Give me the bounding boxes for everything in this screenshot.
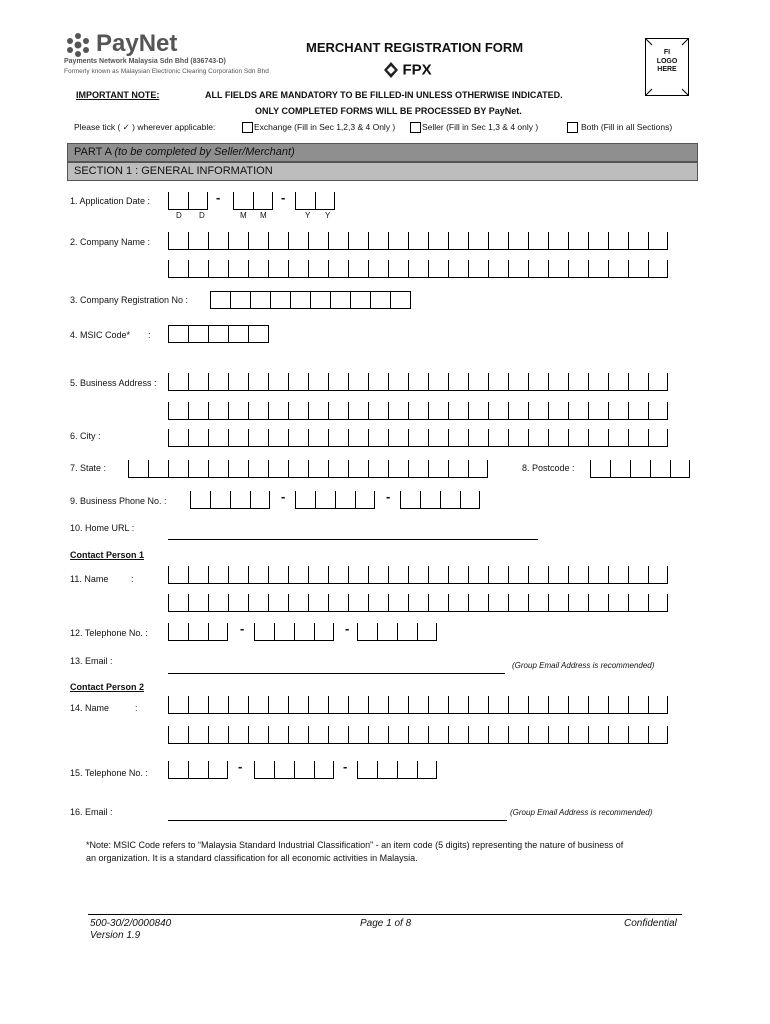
email-1-input[interactable]: [168, 673, 505, 674]
date-m1: M: [240, 211, 247, 220]
date-m2: M: [260, 211, 267, 220]
exchange-label: Exchange (Fill in Sec 1,2,3 & 4 Only ): [254, 122, 396, 132]
name-1-colon: :: [131, 574, 134, 584]
email-1-label: 13. Email :: [70, 656, 113, 666]
footnote-line-2: an organization. It is a standard classification for all economic activities in Malaysia.: [86, 853, 418, 863]
email-1-note: (Group Email Address is recommended): [512, 661, 655, 670]
form-title: MERCHANT REGISTRATION FORM: [306, 40, 524, 55]
email-2-note: (Group Email Address is recommended): [510, 808, 653, 817]
telephone-2-label: 15. Telephone No. :: [70, 768, 148, 778]
paynet-logo: [64, 30, 284, 80]
part-a-sub: (to be completed by Seller/Merchant): [114, 146, 295, 158]
business-phone-input-1[interactable]: [190, 491, 270, 509]
fpx-diamond-icon: [384, 62, 398, 78]
telephone-2-input-3[interactable]: [357, 761, 437, 779]
home-url-input[interactable]: [168, 539, 538, 540]
application-day-input[interactable]: [168, 192, 208, 210]
msic-label: 4. MSIC Code*: [70, 330, 131, 340]
part-a-label: PART A: [74, 146, 112, 158]
state-input[interactable]: [128, 460, 488, 478]
telephone-1-input-1[interactable]: [168, 623, 228, 641]
name-2-input-2[interactable]: [168, 726, 668, 744]
fpx-logo: [384, 61, 432, 81]
contact-person-2-heading: Contact Person 2: [70, 682, 145, 692]
business-address-label: 5. Business Address :: [70, 378, 157, 388]
name-1-input-1[interactable]: [168, 566, 668, 584]
company-reg-label: 3. Company Registration No :: [70, 295, 189, 305]
formerly-line: Formerly known as Malaysian Electronic Clearing Corporation Sdn Bhd: [64, 68, 269, 75]
name-1-label: 11. Name: [70, 574, 109, 584]
business-phone-label: 9. Business Phone No. :: [70, 496, 167, 506]
paynet-wordmark: PayNet: [96, 30, 178, 57]
msic-colon: :: [148, 330, 151, 340]
home-url-label: 10. Home URL :: [70, 523, 135, 533]
name-2-input-1[interactable]: [168, 696, 668, 714]
contact-person-1-heading: Contact Person 1: [70, 550, 145, 560]
company-name-input-2[interactable]: [168, 260, 668, 278]
completed-note: ONLY COMPLETED FORMS WILL BE PROCESSED BY PayNet.: [255, 106, 522, 116]
business-address-input-1[interactable]: [168, 373, 668, 391]
telephone-1-label: 12. Telephone No. :: [70, 628, 148, 638]
date-y2: Y: [325, 211, 331, 220]
email-2-label: 16. Email :: [70, 807, 113, 817]
postcode-input[interactable]: [590, 460, 690, 478]
date-y1: Y: [305, 211, 311, 220]
footer-confidential: Confidential: [624, 918, 677, 929]
postcode-label: 8. Postcode :: [522, 463, 575, 473]
fi-logo-line3: HERE: [657, 66, 677, 73]
important-note-label: IMPORTANT NOTE:: [76, 90, 160, 100]
seller-checkbox[interactable]: [410, 122, 421, 133]
date-d2: D: [199, 211, 205, 220]
telephone-2-input-2[interactable]: [254, 761, 334, 779]
footer-version: Version 1.9: [90, 930, 141, 941]
footer-page-number: Page 1 of 8: [360, 918, 412, 929]
fi-logo-line1: FI: [663, 49, 671, 56]
city-input[interactable]: [168, 429, 668, 447]
name-2-label: 14. Name: [70, 703, 110, 713]
name-1-input-2[interactable]: [168, 594, 668, 612]
tick-prompt: Please tick ( ✓ ) wherever applicable:: [74, 122, 216, 132]
both-label: Both (Fill in all Sections): [581, 122, 673, 132]
application-year-input[interactable]: [295, 192, 335, 210]
company-line: Payments Network Malaysia Sdn Bhd (836743-D): [64, 58, 226, 65]
date-d1: D: [176, 211, 182, 220]
business-address-input-2[interactable]: [168, 402, 668, 420]
email-2-input[interactable]: [168, 820, 507, 821]
company-name-input-1[interactable]: [168, 232, 668, 250]
state-label: 7. State :: [70, 463, 107, 473]
company-name-label: 2. Company Name :: [70, 237, 151, 247]
fi-logo-line2: LOGO: [656, 57, 678, 65]
part-a-header: [67, 143, 698, 162]
mandatory-note: ALL FIELDS ARE MANDATORY TO BE FILLED-IN UNLESS OTHERWISE INDICATED.: [205, 90, 563, 100]
both-checkbox[interactable]: [567, 122, 578, 133]
paynet-mark-icon: [64, 32, 92, 58]
business-phone-input-3[interactable]: [400, 491, 480, 509]
footer-divider: [88, 914, 682, 915]
company-reg-input[interactable]: [210, 291, 411, 309]
telephone-1-input-3[interactable]: [357, 623, 437, 641]
city-label: 6. City :: [70, 431, 101, 441]
fpx-text: FPX: [402, 61, 432, 79]
footer-doc-number: 500-30/2/0000840: [90, 918, 172, 929]
section-1-header: [67, 162, 698, 181]
application-month-input[interactable]: [233, 192, 273, 210]
name-2-colon: :: [135, 703, 138, 713]
application-date-label: 1. Application Date :: [70, 196, 151, 206]
seller-label: Seller (Fill in Sec 1,3 & 4 only ): [422, 122, 539, 132]
telephone-2-input-1[interactable]: [168, 761, 228, 779]
msic-input[interactable]: [168, 325, 269, 343]
exchange-checkbox[interactable]: [242, 122, 253, 133]
section-1-title: SECTION 1 : GENERAL INFORMATION: [74, 165, 273, 177]
footnote-line-1: *Note: MSIC Code refers to “Malaysia Standard Industrial Classification” - an item code (5 digits) representing the nature of business of: [86, 840, 624, 850]
fi-logo-placeholder: [645, 38, 689, 96]
telephone-1-input-2[interactable]: [254, 623, 334, 641]
business-phone-input-2[interactable]: [295, 491, 375, 509]
